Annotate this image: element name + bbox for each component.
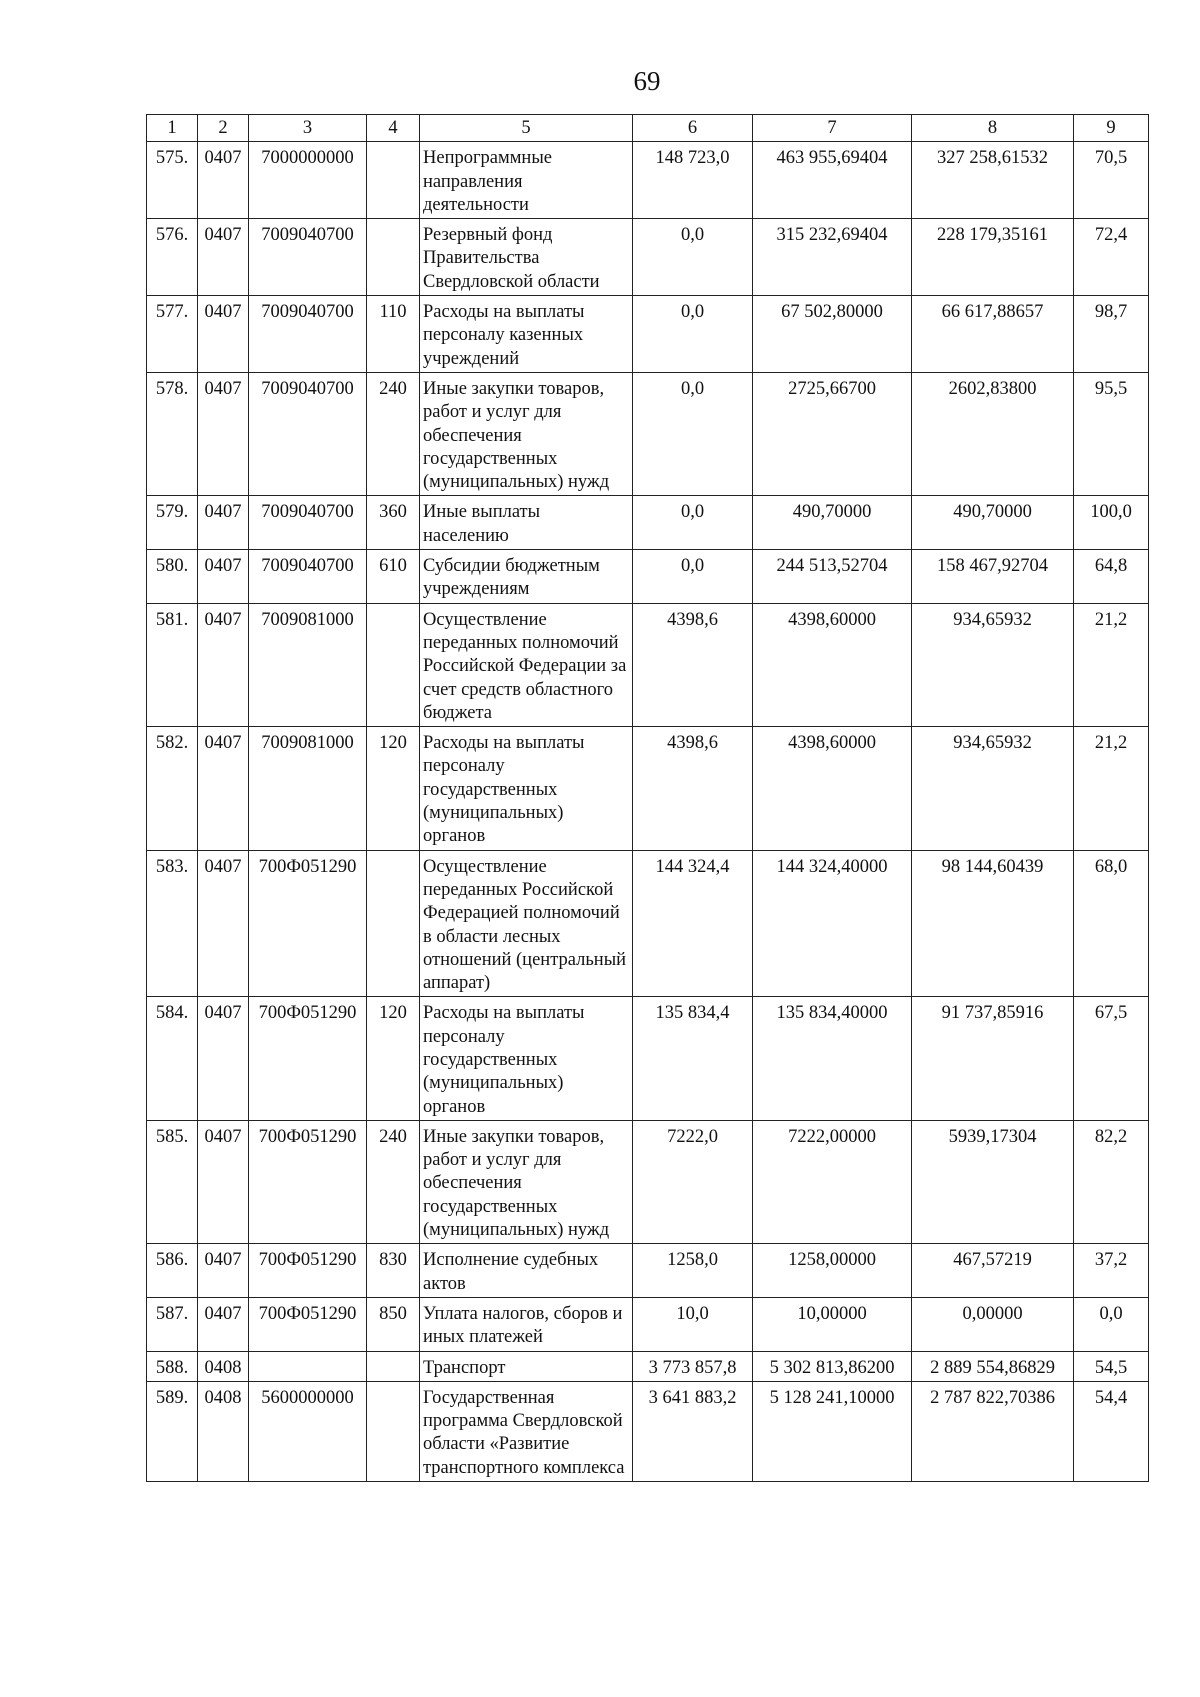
table-row (147, 142, 1149, 219)
row-number: 581. (147, 603, 198, 726)
table-row (147, 1381, 1149, 1481)
section-code: 0407 (198, 850, 249, 997)
row-number: 578. (147, 372, 198, 495)
approved-amount: 0,0 (633, 219, 753, 296)
col-header-2: 2 (198, 115, 249, 142)
adjusted-amount: 7222,00000 (753, 1120, 912, 1243)
section-code: 0408 (198, 1351, 249, 1381)
col-header-1: 1 (147, 115, 198, 142)
section-code: 0407 (198, 142, 249, 219)
target-code: 7000000000 (249, 142, 367, 219)
executed-amount: 467,57219 (912, 1244, 1074, 1298)
adjusted-amount: 315 232,69404 (753, 219, 912, 296)
adjusted-amount: 5 302 813,86200 (753, 1351, 912, 1381)
approved-amount: 3 641 883,2 (633, 1381, 753, 1481)
item-name: Иные закупки товаров, работ и услуг для обеспечения государственных (муниципальных) нужд (420, 1120, 633, 1243)
execution-percent: 54,5 (1074, 1351, 1149, 1381)
row-number: 582. (147, 727, 198, 850)
executed-amount: 66 617,88657 (912, 296, 1074, 373)
section-code: 0407 (198, 603, 249, 726)
row-number: 579. (147, 496, 198, 550)
executed-amount: 158 467,92704 (912, 550, 1074, 604)
col-header-9: 9 (1074, 115, 1149, 142)
adjusted-amount: 463 955,69404 (753, 142, 912, 219)
approved-amount: 0,0 (633, 296, 753, 373)
section-code: 0407 (198, 296, 249, 373)
col-header-6: 6 (633, 115, 753, 142)
row-number: 586. (147, 1244, 198, 1298)
execution-percent: 54,4 (1074, 1381, 1149, 1481)
col-header-4: 4 (367, 115, 420, 142)
target-code: 700Ф051290 (249, 1297, 367, 1351)
target-code: 7009081000 (249, 727, 367, 850)
target-code: 5600000000 (249, 1381, 367, 1481)
approved-amount: 135 834,4 (633, 997, 753, 1120)
col-header-5: 5 (420, 115, 633, 142)
execution-percent: 95,5 (1074, 372, 1149, 495)
approved-amount: 4398,6 (633, 603, 753, 726)
budget-table (146, 114, 1149, 1482)
col-header-3: 3 (249, 115, 367, 142)
item-name: Исполнение судебных актов (420, 1244, 633, 1298)
adjusted-amount: 2725,66700 (753, 372, 912, 495)
target-code (249, 1351, 367, 1381)
col-header-8: 8 (912, 115, 1074, 142)
table-header (147, 115, 1149, 142)
adjusted-amount: 244 513,52704 (753, 550, 912, 604)
target-code: 700Ф051290 (249, 850, 367, 997)
col-header-7: 7 (753, 115, 912, 142)
page-number: 69 (633, 66, 661, 96)
table-row (147, 372, 1149, 495)
expense-type: 610 (367, 550, 420, 604)
target-code: 7009040700 (249, 496, 367, 550)
adjusted-amount: 67 502,80000 (753, 296, 912, 373)
expense-type: 830 (367, 1244, 420, 1298)
table-row (147, 1297, 1149, 1351)
table-row (147, 1244, 1149, 1298)
item-name: Расходы на выплаты персоналу государственных (муниципальных) органов (420, 997, 633, 1120)
adjusted-amount: 144 324,40000 (753, 850, 912, 997)
adjusted-amount: 10,00000 (753, 1297, 912, 1351)
target-code: 7009040700 (249, 372, 367, 495)
item-name: Осуществление переданных полномочий Российской Федерации за счет средств областного бюджета (420, 603, 633, 726)
executed-amount: 934,65932 (912, 727, 1074, 850)
target-code: 7009040700 (249, 550, 367, 604)
executed-amount: 0,00000 (912, 1297, 1074, 1351)
table-row (147, 997, 1149, 1120)
table-row (147, 1120, 1149, 1243)
executed-amount: 490,70000 (912, 496, 1074, 550)
execution-percent: 0,0 (1074, 1297, 1149, 1351)
section-code: 0407 (198, 1244, 249, 1298)
row-number: 580. (147, 550, 198, 604)
target-code: 7009081000 (249, 603, 367, 726)
target-code: 700Ф051290 (249, 1120, 367, 1243)
table-row (147, 850, 1149, 997)
table-row (147, 296, 1149, 373)
approved-amount: 7222,0 (633, 1120, 753, 1243)
approved-amount: 0,0 (633, 496, 753, 550)
adjusted-amount: 4398,60000 (753, 727, 912, 850)
executed-amount: 98 144,60439 (912, 850, 1074, 997)
executed-amount: 5939,17304 (912, 1120, 1074, 1243)
item-name: Расходы на выплаты персоналу государственных (муниципальных) органов (420, 727, 633, 850)
item-name: Государственная программа Свердловской области «Развитие транспортного комплекса (420, 1381, 633, 1481)
approved-amount: 0,0 (633, 372, 753, 495)
item-name: Непрограммные направления деятельности (420, 142, 633, 219)
table-row (147, 1351, 1149, 1381)
target-code: 7009040700 (249, 219, 367, 296)
row-number: 587. (147, 1297, 198, 1351)
table-row (147, 727, 1149, 850)
section-code: 0407 (198, 550, 249, 604)
table-body (147, 142, 1149, 1482)
item-name: Осуществление переданных Российской Федерацией полномочий в области лесных отношений (центральный аппарат) (420, 850, 633, 997)
adjusted-amount: 490,70000 (753, 496, 912, 550)
expense-type (367, 142, 420, 219)
expense-type: 240 (367, 1120, 420, 1243)
approved-amount: 3 773 857,8 (633, 1351, 753, 1381)
expense-type: 120 (367, 727, 420, 850)
target-code: 700Ф051290 (249, 997, 367, 1120)
expense-type: 850 (367, 1297, 420, 1351)
expense-type (367, 1351, 420, 1381)
execution-percent: 82,2 (1074, 1120, 1149, 1243)
executed-amount: 327 258,61532 (912, 142, 1074, 219)
row-number: 576. (147, 219, 198, 296)
item-name: Субсидии бюджетным учреждениям (420, 550, 633, 604)
executed-amount: 228 179,35161 (912, 219, 1074, 296)
expense-type: 120 (367, 997, 420, 1120)
section-code: 0408 (198, 1381, 249, 1481)
approved-amount: 4398,6 (633, 727, 753, 850)
target-code: 7009040700 (249, 296, 367, 373)
row-number: 589. (147, 1381, 198, 1481)
row-number: 584. (147, 997, 198, 1120)
row-number: 577. (147, 296, 198, 373)
expense-type: 110 (367, 296, 420, 373)
item-name: Транспорт (420, 1351, 633, 1381)
item-name: Расходы на выплаты персоналу казенных учреждений (420, 296, 633, 373)
execution-percent: 67,5 (1074, 997, 1149, 1120)
item-name: Иные выплаты населению (420, 496, 633, 550)
adjusted-amount: 5 128 241,10000 (753, 1381, 912, 1481)
execution-percent: 98,7 (1074, 296, 1149, 373)
executed-amount: 2602,83800 (912, 372, 1074, 495)
approved-amount: 1258,0 (633, 1244, 753, 1298)
row-number: 588. (147, 1351, 198, 1381)
table-row (147, 496, 1149, 550)
execution-percent: 64,8 (1074, 550, 1149, 604)
execution-percent: 72,4 (1074, 219, 1149, 296)
adjusted-amount: 135 834,40000 (753, 997, 912, 1120)
item-name: Резервный фонд Правительства Свердловской области (420, 219, 633, 296)
execution-percent: 21,2 (1074, 727, 1149, 850)
section-code: 0407 (198, 1120, 249, 1243)
approved-amount: 148 723,0 (633, 142, 753, 219)
adjusted-amount: 4398,60000 (753, 603, 912, 726)
execution-percent: 21,2 (1074, 603, 1149, 726)
section-code: 0407 (198, 496, 249, 550)
section-code: 0407 (198, 997, 249, 1120)
section-code: 0407 (198, 1297, 249, 1351)
section-code: 0407 (198, 372, 249, 495)
item-name: Иные закупки товаров, работ и услуг для обеспечения государственных (муниципальных) нужд (420, 372, 633, 495)
table-row (147, 550, 1149, 604)
item-name: Уплата налогов, сборов и иных платежей (420, 1297, 633, 1351)
row-number: 575. (147, 142, 198, 219)
executed-amount: 91 737,85916 (912, 997, 1074, 1120)
adjusted-amount: 1258,00000 (753, 1244, 912, 1298)
execution-percent: 68,0 (1074, 850, 1149, 997)
table-row (147, 603, 1149, 726)
expense-type (367, 850, 420, 997)
executed-amount: 2 787 822,70386 (912, 1381, 1074, 1481)
target-code: 700Ф051290 (249, 1244, 367, 1298)
header-row (147, 115, 1149, 142)
row-number: 585. (147, 1120, 198, 1243)
section-code: 0407 (198, 219, 249, 296)
section-code: 0407 (198, 727, 249, 850)
executed-amount: 934,65932 (912, 603, 1074, 726)
approved-amount: 10,0 (633, 1297, 753, 1351)
row-number: 583. (147, 850, 198, 997)
execution-percent: 70,5 (1074, 142, 1149, 219)
expense-type (367, 219, 420, 296)
execution-percent: 37,2 (1074, 1244, 1149, 1298)
expense-type (367, 1381, 420, 1481)
approved-amount: 0,0 (633, 550, 753, 604)
table-row (147, 219, 1149, 296)
executed-amount: 2 889 554,86829 (912, 1351, 1074, 1381)
expense-type: 360 (367, 496, 420, 550)
expense-type: 240 (367, 372, 420, 495)
approved-amount: 144 324,4 (633, 850, 753, 997)
expense-type (367, 603, 420, 726)
execution-percent: 100,0 (1074, 496, 1149, 550)
